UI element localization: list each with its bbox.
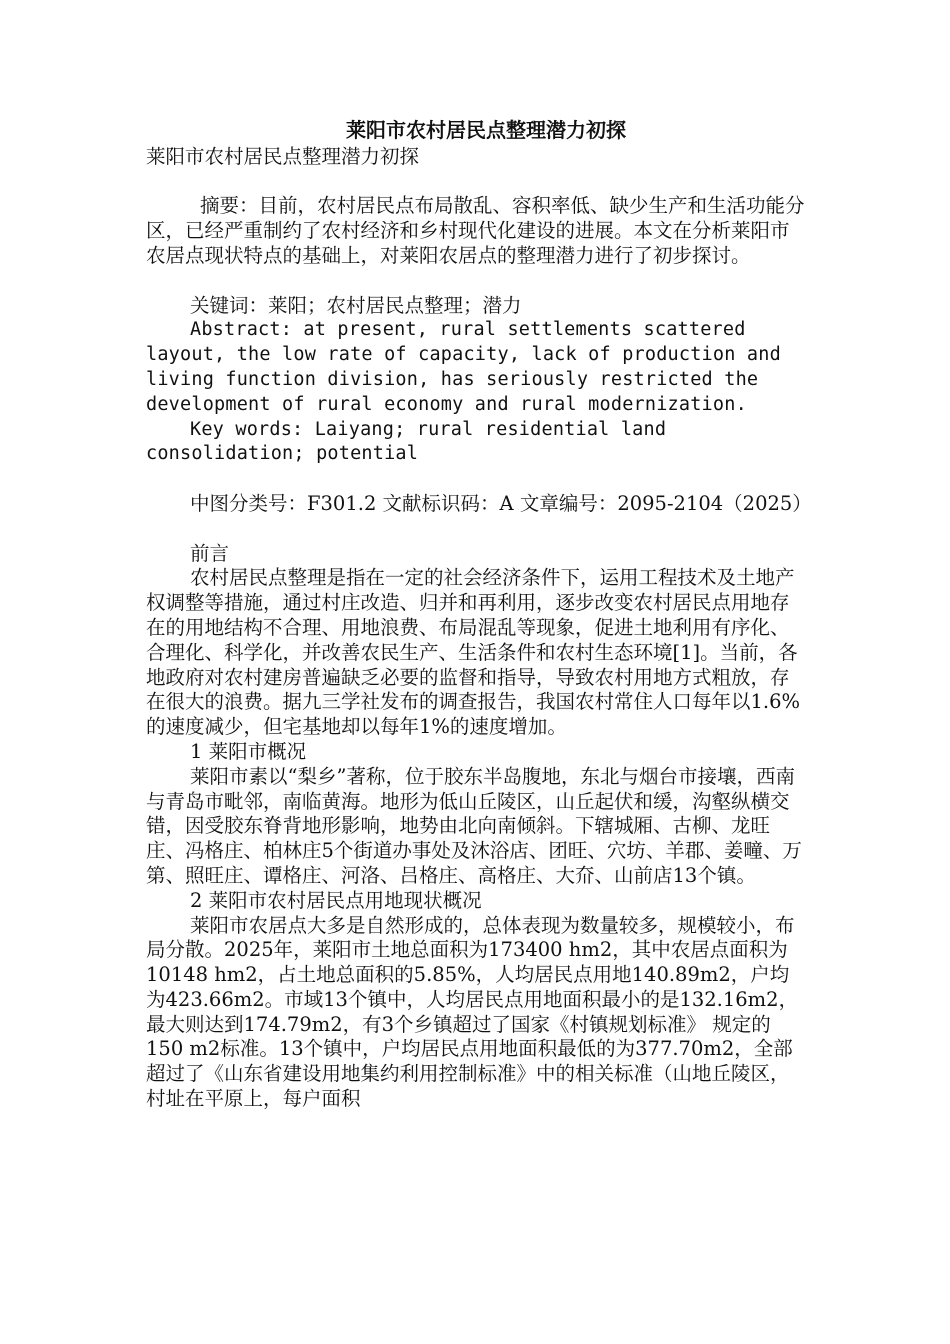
document-page xyxy=(146,118,812,1112)
document-title: 莱阳市农村居民点整理潜力初探 xyxy=(346,118,626,142)
preface-paragraph: 农村居民点整理是指在一定的社会经济条件下，运用工程技术及土地产权调整等措施，通过村庄改造、归并和再利用，逐步改变农村居民点用地存在的用地结构不合理、用地浪费、布局混乱等现象，促进土地利用有序化、合理化、科学化，并改善农民生产、生活条件和农村生态环境[1]。当前，各地政府对农村建房普遍缺乏必要的监督和指导，导致农村用地方式粗放，存在很大的浪费。据九三学社发布的调查报告，我国农村常住人口每年以1.6%的速度减少，但宅基地却以每年1%的速度增加。 xyxy=(146,566,801,739)
spacer xyxy=(146,269,806,294)
section2-heading: 2 莱阳市农村居民点用地现状概况 xyxy=(190,888,482,912)
section1-paragraph: 莱阳市素以“梨乡”著称，位于胶东半岛腹地，东北与烟台市接壤，西南与青岛市毗邻，南临黄海。地形为低山丘陵区，山丘起伏和缓，沟壑纵横交错，因受胶东脊背地形影响，地势由北向南倾斜。下辖城厢、古柳、龙旺庄、冯格庄、柏林庄5个街道办事处及沐浴店、团旺、穴坊、羊郡、姜疃、万第、照旺庄、谭格庄、河洛、吕格庄、高格庄、大夼、山前店13个镇。 xyxy=(146,764,802,887)
classification-line: 中图分类号：F301.2 文献标识码：A 文章编号：2095-2104（2025） xyxy=(190,491,812,515)
spacer xyxy=(146,517,806,542)
abstract-cn: 摘要：目前，农村居民点布局散乱、容积率低、缺少生产和生活功能分区，已经严重制约了农村经济和乡村现代化建设的进展。本文在分析莱阳市农居点现状特点的基础上，对莱阳农居点的整理潜力进行了初步探讨。 xyxy=(146,194,805,267)
section2-paragraph: 莱阳市农居点大多是自然形成的，总体表现为数量较多，规模较小，布局分散。2025年，莱阳市土地总面积为173400 hm2，其中农居点面积为10148 hm2，占土地总面积的5.85%，人均居民点用地140.89m2，户均为423.66m2。市域13个镇中，人均居民点用地面积最小的是132.16m2，最大则达到174.79m2，有3个乡镇超过了国家《村镇规划标准》 规定的150 m2标准。13个镇中，户均居民点用地面积最低的为377.70m2，全部超过了《山东省建设用地集约利用控制标准》中的相关标准（山地丘陵区，村址在平原上，每户面积 xyxy=(146,913,799,1111)
abstract-en: Abstract: at present, rural settlements scattered layout, the low rate of capacity, lack of production and living function division, has seriously restricted the development of rural economy and rural modernization. xyxy=(146,319,781,415)
keywords-cn: 关键词：莱阳；农村居民点整理；潜力 xyxy=(190,293,522,317)
spacer xyxy=(146,467,806,492)
keywords-en: Key words: Laiyang; rural residential land consolidation; potential xyxy=(146,418,667,465)
spacer xyxy=(146,170,806,195)
document-subtitle: 莱阳市农村居民点整理潜力初探 xyxy=(146,144,420,168)
section1-heading: 1 莱阳市概况 xyxy=(190,739,307,763)
preface-heading: 前言 xyxy=(190,541,230,565)
